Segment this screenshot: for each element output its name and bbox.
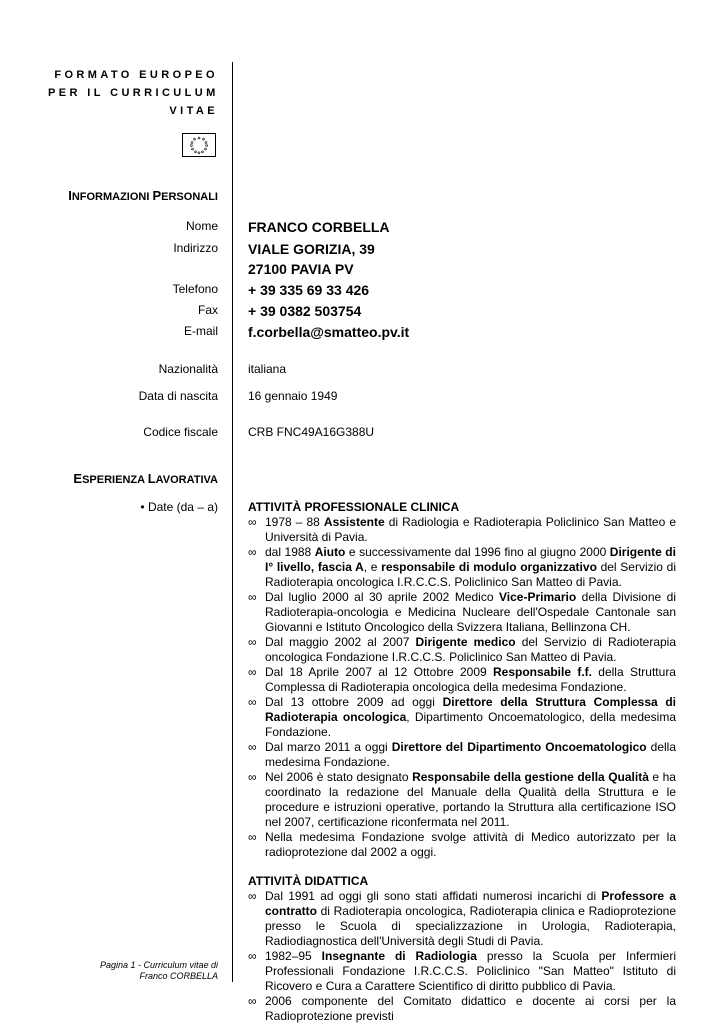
title-line-1: FORMATO EUROPEO xyxy=(54,69,218,81)
infinity-bullet-icon: ∞ xyxy=(248,665,257,679)
bold-text: Responsabile della gestione della Qualità xyxy=(412,770,649,784)
clinical-item xyxy=(248,515,676,545)
label-nazionalita: Nazionalità xyxy=(158,362,218,376)
label-date: • Date (da – a) xyxy=(140,500,218,514)
value-data-nascita: 16 gennaio 1949 xyxy=(248,389,338,403)
teaching-heading: ATTIVITÀ DIDATTICA xyxy=(248,874,369,888)
bold-text: Dirigente medico xyxy=(415,635,516,649)
infinity-bullet-icon: ∞ xyxy=(248,994,257,1008)
bold-text: Responsabile f.f. xyxy=(492,665,592,679)
item-text: Dal 18 Aprile 2007 al 12 Ottobre 2009 xyxy=(265,665,493,679)
title-line-3: VITAE xyxy=(169,105,218,117)
item-text: del Servizio di Radioterapia oncologica I.R.C.C.S. Policlinico San Matteo di Pavia. xyxy=(265,560,676,589)
label-fax: Fax xyxy=(197,303,218,317)
column-divider xyxy=(232,62,233,982)
item-text: Dal 13 ottobre 2009 ad oggi xyxy=(265,695,443,709)
infinity-bullet-icon: ∞ xyxy=(248,949,257,963)
bold-text: Aiuto xyxy=(314,545,346,559)
item-text: 1978 – 88 xyxy=(265,515,324,529)
teaching-item xyxy=(248,994,676,1024)
item-text: 1982–95 xyxy=(265,949,322,963)
page-footer xyxy=(100,960,218,982)
label-codice-fiscale: Codice fiscale xyxy=(143,425,218,439)
infinity-bullet-icon: ∞ xyxy=(248,635,257,649)
clinical-item xyxy=(248,695,676,740)
item-text: Nella medesima Fondazione svolge attività di Medico autorizzato per la radioprotezione dal 2002 a oggi. xyxy=(265,830,676,859)
item-text: dal 1988 xyxy=(265,545,315,559)
infinity-bullet-icon: ∞ xyxy=(248,770,257,784)
item-text: e ha coordinato la redazione del Manuale della Qualità della Struttura e le procedure e istruzioni operative, portando la Struttura alla certificazione ISO nel 2007, certificazione riconfermata nel 2011. xyxy=(265,770,676,829)
experience-content xyxy=(248,500,676,1024)
infinity-bullet-icon: ∞ xyxy=(248,830,257,844)
item-text: di Radioterapia oncologica, Radioterapia clinica e Radioprotezione presso le Scuola di specializzazione in Urologia, Radioterapia, Radiodiagnostica dell'Università degli Studi di Pavia. xyxy=(265,904,676,948)
item-text: Nel 2006 è stato designato xyxy=(265,770,413,784)
infinity-bullet-icon: ∞ xyxy=(248,545,257,559)
clinical-item xyxy=(248,545,676,590)
teaching-list xyxy=(248,889,676,1024)
item-text: di Radiologia e Radioterapia Policlinico San Matteo e Università di Pavia. xyxy=(265,515,676,544)
item-text: della Divisione di Radioterapia-oncologia e Medicina Nucleare dell'Ospedale Cantonale san Giovanni e Istituto Oncologico della Svizzera Italiana, Bellinzona CH. xyxy=(265,590,677,634)
footer-line-1: Pagina 1 - Curriculum vitae di xyxy=(99,960,218,970)
item-text: Dal 1991 ad oggi gli sono stati affidati numerosi incarichi di xyxy=(265,889,602,903)
section-experience-heading: ESPERIENZA LAVORATIVA xyxy=(73,471,218,486)
clinical-heading: ATTIVITÀ PROFESSIONALE CLINICA xyxy=(248,500,460,514)
item-text: e successivamente dal 1996 fino al giugno 2000 xyxy=(345,545,610,559)
item-text: Dal luglio 2000 al 30 aprile 2002 Medico xyxy=(265,590,500,604)
bold-text: Direttore della Struttura Complessa di Radioterapia oncologica xyxy=(265,695,677,724)
value-telefono: + 39 335 69 33 426 xyxy=(248,282,370,298)
title-line-2: PER IL CURRICULUM xyxy=(48,87,219,99)
item-text: Dal maggio 2002 al 2007 xyxy=(265,635,416,649)
item-text: della medesima Fondazione. xyxy=(265,740,676,769)
teaching-item xyxy=(248,949,676,994)
label-nome: Nome xyxy=(185,219,218,233)
item-text: , Dipartimento Oncoematologico, della medesima Fondazione. xyxy=(265,710,677,739)
clinical-item xyxy=(248,740,676,770)
clinical-item xyxy=(248,635,676,665)
clinical-item xyxy=(248,665,676,695)
clinical-list xyxy=(248,515,676,860)
value-name: FRANCO CORBELLA xyxy=(248,219,390,235)
infinity-bullet-icon: ∞ xyxy=(248,695,257,709)
clinical-item xyxy=(248,590,676,635)
item-text: , e xyxy=(363,560,382,574)
value-fax: + 39 0382 503754 xyxy=(248,303,362,319)
item-text: presso la Scuola per Infermieri Professionali Fondazione I.R.C.C.S. Policlinico "San Matteo" Istituto di Ricovero e Cura a Carattere Scientifico di diritto pubblico di Pavia. xyxy=(265,949,676,993)
item-text: della Struttura Complessa di Radioterapia oncologica della medesima Fondazione. xyxy=(265,665,676,694)
bold-text: responsabile di modulo organizzativo xyxy=(381,560,597,574)
infinity-bullet-icon: ∞ xyxy=(248,889,257,903)
label-indirizzo: Indirizzo xyxy=(173,241,218,255)
value-address-line2: 27100 PAVIA PV xyxy=(248,261,354,277)
value-codice-fiscale: CRB FNC49A16G388U xyxy=(248,425,375,439)
teaching-item xyxy=(248,889,676,949)
eu-flag-icon xyxy=(182,133,216,157)
bold-text: Dirigente di I° livello, fascia A xyxy=(265,545,676,574)
document-title xyxy=(48,66,218,120)
bold-text: Insegnante di Radiologia xyxy=(321,949,477,963)
item-text: del Servizio di Radioterapia oncologica Fondazione I.R.C.C.S. Policlinico San Matteo di Pavia. xyxy=(265,635,677,664)
bold-text: Direttore del Dipartimento Oncoematologico xyxy=(391,740,647,754)
section-personal-heading: INFORMAZIONI PERSONALI xyxy=(68,188,218,203)
label-data-nascita: Data di nascita xyxy=(138,389,218,403)
footer-line-2: Franco CORBELLA xyxy=(139,971,218,981)
value-nazionalita: italiana xyxy=(248,362,287,376)
infinity-bullet-icon: ∞ xyxy=(248,590,257,604)
infinity-bullet-icon: ∞ xyxy=(248,515,257,529)
value-email[interactable]: f.corbella@smatteo.pv.it xyxy=(248,324,410,340)
value-address-line1: VIALE GORIZIA, 39 xyxy=(248,241,375,257)
label-email: E-mail xyxy=(183,324,218,338)
infinity-bullet-icon: ∞ xyxy=(248,740,257,754)
bold-text: Vice-Primario xyxy=(499,590,577,604)
item-text: Dal marzo 2011 a oggi xyxy=(265,740,392,754)
bold-text: Assistente xyxy=(323,515,385,529)
clinical-item xyxy=(248,830,676,860)
label-telefono: Telefono xyxy=(172,282,218,296)
bold-text: Professore a contratto xyxy=(265,889,677,918)
item-text: 2006 componente del Comitato didattico e docente ai corsi per la Radioprotezione previsti xyxy=(265,994,676,1023)
clinical-item xyxy=(248,770,676,830)
